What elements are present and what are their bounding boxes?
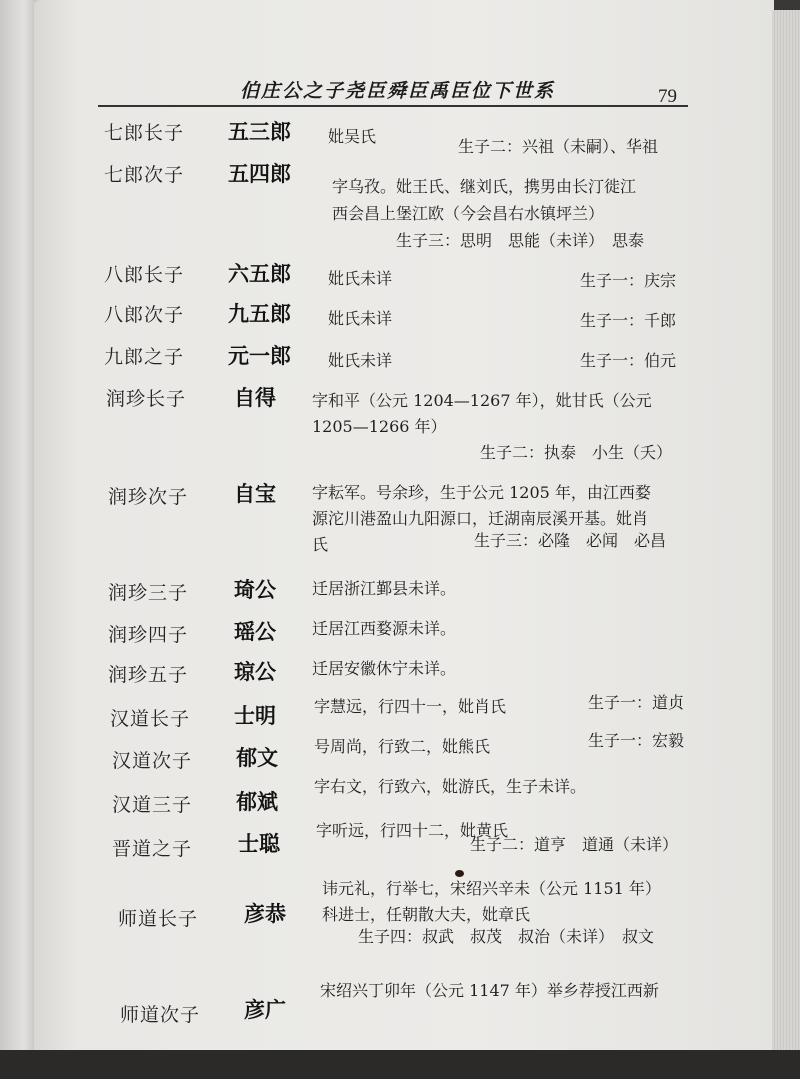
entry-name: 彦广 bbox=[244, 998, 286, 1022]
entry-relation: 八郎长子 bbox=[104, 264, 185, 286]
entry-text-line: 生子三：思明 思能（未详） 思泰 bbox=[396, 231, 645, 250]
entry-text-line: 宋绍兴丁卯年（公元 1147 年）举乡荐授江西新 bbox=[320, 981, 659, 1000]
entry-relation: 润珍长子 bbox=[106, 388, 187, 410]
entry-name: 士聪 bbox=[238, 832, 280, 856]
entry-name: 郁文 bbox=[236, 746, 278, 770]
entry-relation: 师道长子 bbox=[118, 908, 199, 930]
entry-relation: 师道次子 bbox=[120, 1004, 201, 1026]
entry-name: 琼公 bbox=[234, 660, 276, 684]
entry-text-line: 号周尚，行致二，妣熊氏 bbox=[314, 737, 491, 756]
entry-text-line: 源沱川港盈山九阳源口，迁湖南辰溪开基。妣肖 bbox=[312, 509, 649, 528]
entry-relation: 润珍四子 bbox=[108, 624, 189, 646]
entry-text-line: 妣吴氏 bbox=[328, 127, 377, 146]
entry-text-line: 生子一：千郎 bbox=[580, 311, 677, 330]
entry-text-line: 字右文，行致六，妣游氏，生子未详。 bbox=[314, 777, 587, 796]
entry-name: 自宝 bbox=[234, 482, 276, 506]
entry-relation: 汉道三子 bbox=[112, 794, 193, 816]
entry-relation: 润珍次子 bbox=[108, 486, 189, 508]
entry-text-line: 氏 bbox=[312, 535, 329, 554]
page-stack-edge bbox=[772, 10, 800, 1060]
entry-text-line: 妣氏未详 bbox=[328, 269, 393, 288]
entry-name: 六五郎 bbox=[228, 262, 291, 286]
entry-text-line: 生子二：道亨 道通（未详） bbox=[470, 835, 679, 854]
entry-text-line: 字和平（公元 1204—1267 年），妣甘氏（公元 bbox=[312, 391, 652, 410]
entry-relation: 润珍五子 bbox=[108, 664, 189, 686]
entry-text-line: 迁居江西婺源未详。 bbox=[312, 619, 457, 638]
entry-text-line: 生子一：庆宗 bbox=[580, 271, 677, 290]
entry-text-line: 1205—1266 年） bbox=[312, 417, 447, 436]
entry-name: 五四郎 bbox=[228, 162, 291, 186]
entry-text-line: 讳元礼，行举七，宋绍兴辛未（公元 1151 年） bbox=[322, 879, 661, 898]
entry-text-line: 生子一：伯元 bbox=[580, 351, 677, 370]
entry-text-line: 生子一：宏毅 bbox=[588, 731, 685, 750]
entry-text-line: 生子二：执泰 小生（夭） bbox=[480, 443, 673, 462]
entry-name: 郁斌 bbox=[236, 790, 278, 814]
entry-relation: 八郎次子 bbox=[104, 304, 185, 326]
entry-text-line: 生子二：兴祖（未嗣）、华祖 bbox=[458, 137, 659, 156]
entry-name: 五三郎 bbox=[228, 120, 291, 144]
entry-name: 瑶公 bbox=[234, 620, 276, 644]
running-header-title: 伯庄公之子尧臣舜臣禹臣位下世系 bbox=[240, 80, 556, 102]
entry-name: 彦恭 bbox=[244, 902, 286, 926]
entry-text-line: 字耘军。号余珍，生于公元 1205 年，由江西婺 bbox=[312, 483, 651, 502]
entry-name: 士明 bbox=[234, 704, 276, 728]
entry-text-line: 生子四：叔武 叔茂 叔治（未详） 叔文 bbox=[358, 927, 655, 946]
entry-relation: 九郎之子 bbox=[104, 346, 185, 368]
entry-relation: 汉道次子 bbox=[112, 750, 193, 772]
entry-relation: 七郎长子 bbox=[104, 122, 185, 144]
entry-text-line: 字慧远，行四十一，妣肖氏 bbox=[314, 697, 507, 716]
entry-text-line: 生子一：道贞 bbox=[588, 693, 685, 712]
entry-text-line: 字乌孜。妣王氏、继刘氏，携男由长汀徙江 bbox=[332, 177, 637, 196]
entry-relation: 七郎次子 bbox=[104, 164, 185, 186]
entry-relation: 汉道长子 bbox=[110, 708, 191, 730]
entry-text-line: 科进士，任朝散大夫，妣章氏 bbox=[322, 905, 531, 924]
entry-text-line: 妣氏未详 bbox=[328, 351, 393, 370]
entry-name: 自得 bbox=[234, 386, 276, 410]
header-rule bbox=[98, 105, 688, 107]
entry-relation: 晋道之子 bbox=[112, 838, 193, 860]
entry-name: 九五郎 bbox=[228, 302, 291, 326]
entry-text-line: 西会昌上堡江欧（今会昌右水镇坪兰） bbox=[332, 204, 605, 223]
entry-text-line: 生子三：必隆 必闻 必昌 bbox=[474, 531, 667, 550]
entry-name: 元一郎 bbox=[228, 344, 291, 368]
entry-text-line: 妣氏未详 bbox=[328, 309, 393, 328]
bottom-shadow bbox=[0, 1050, 800, 1079]
page-number: 79 bbox=[658, 86, 677, 107]
entry-text-line: 迁居安徽休宁未详。 bbox=[312, 659, 457, 678]
entry-text-line: 迁居浙江鄞县未详。 bbox=[312, 579, 457, 598]
entry-text-line: 字听远，行四十二，妣黄氏 bbox=[316, 821, 509, 840]
entry-relation: 润珍三子 bbox=[108, 582, 189, 604]
ink-blot bbox=[455, 870, 464, 877]
entry-name: 琦公 bbox=[234, 578, 276, 602]
